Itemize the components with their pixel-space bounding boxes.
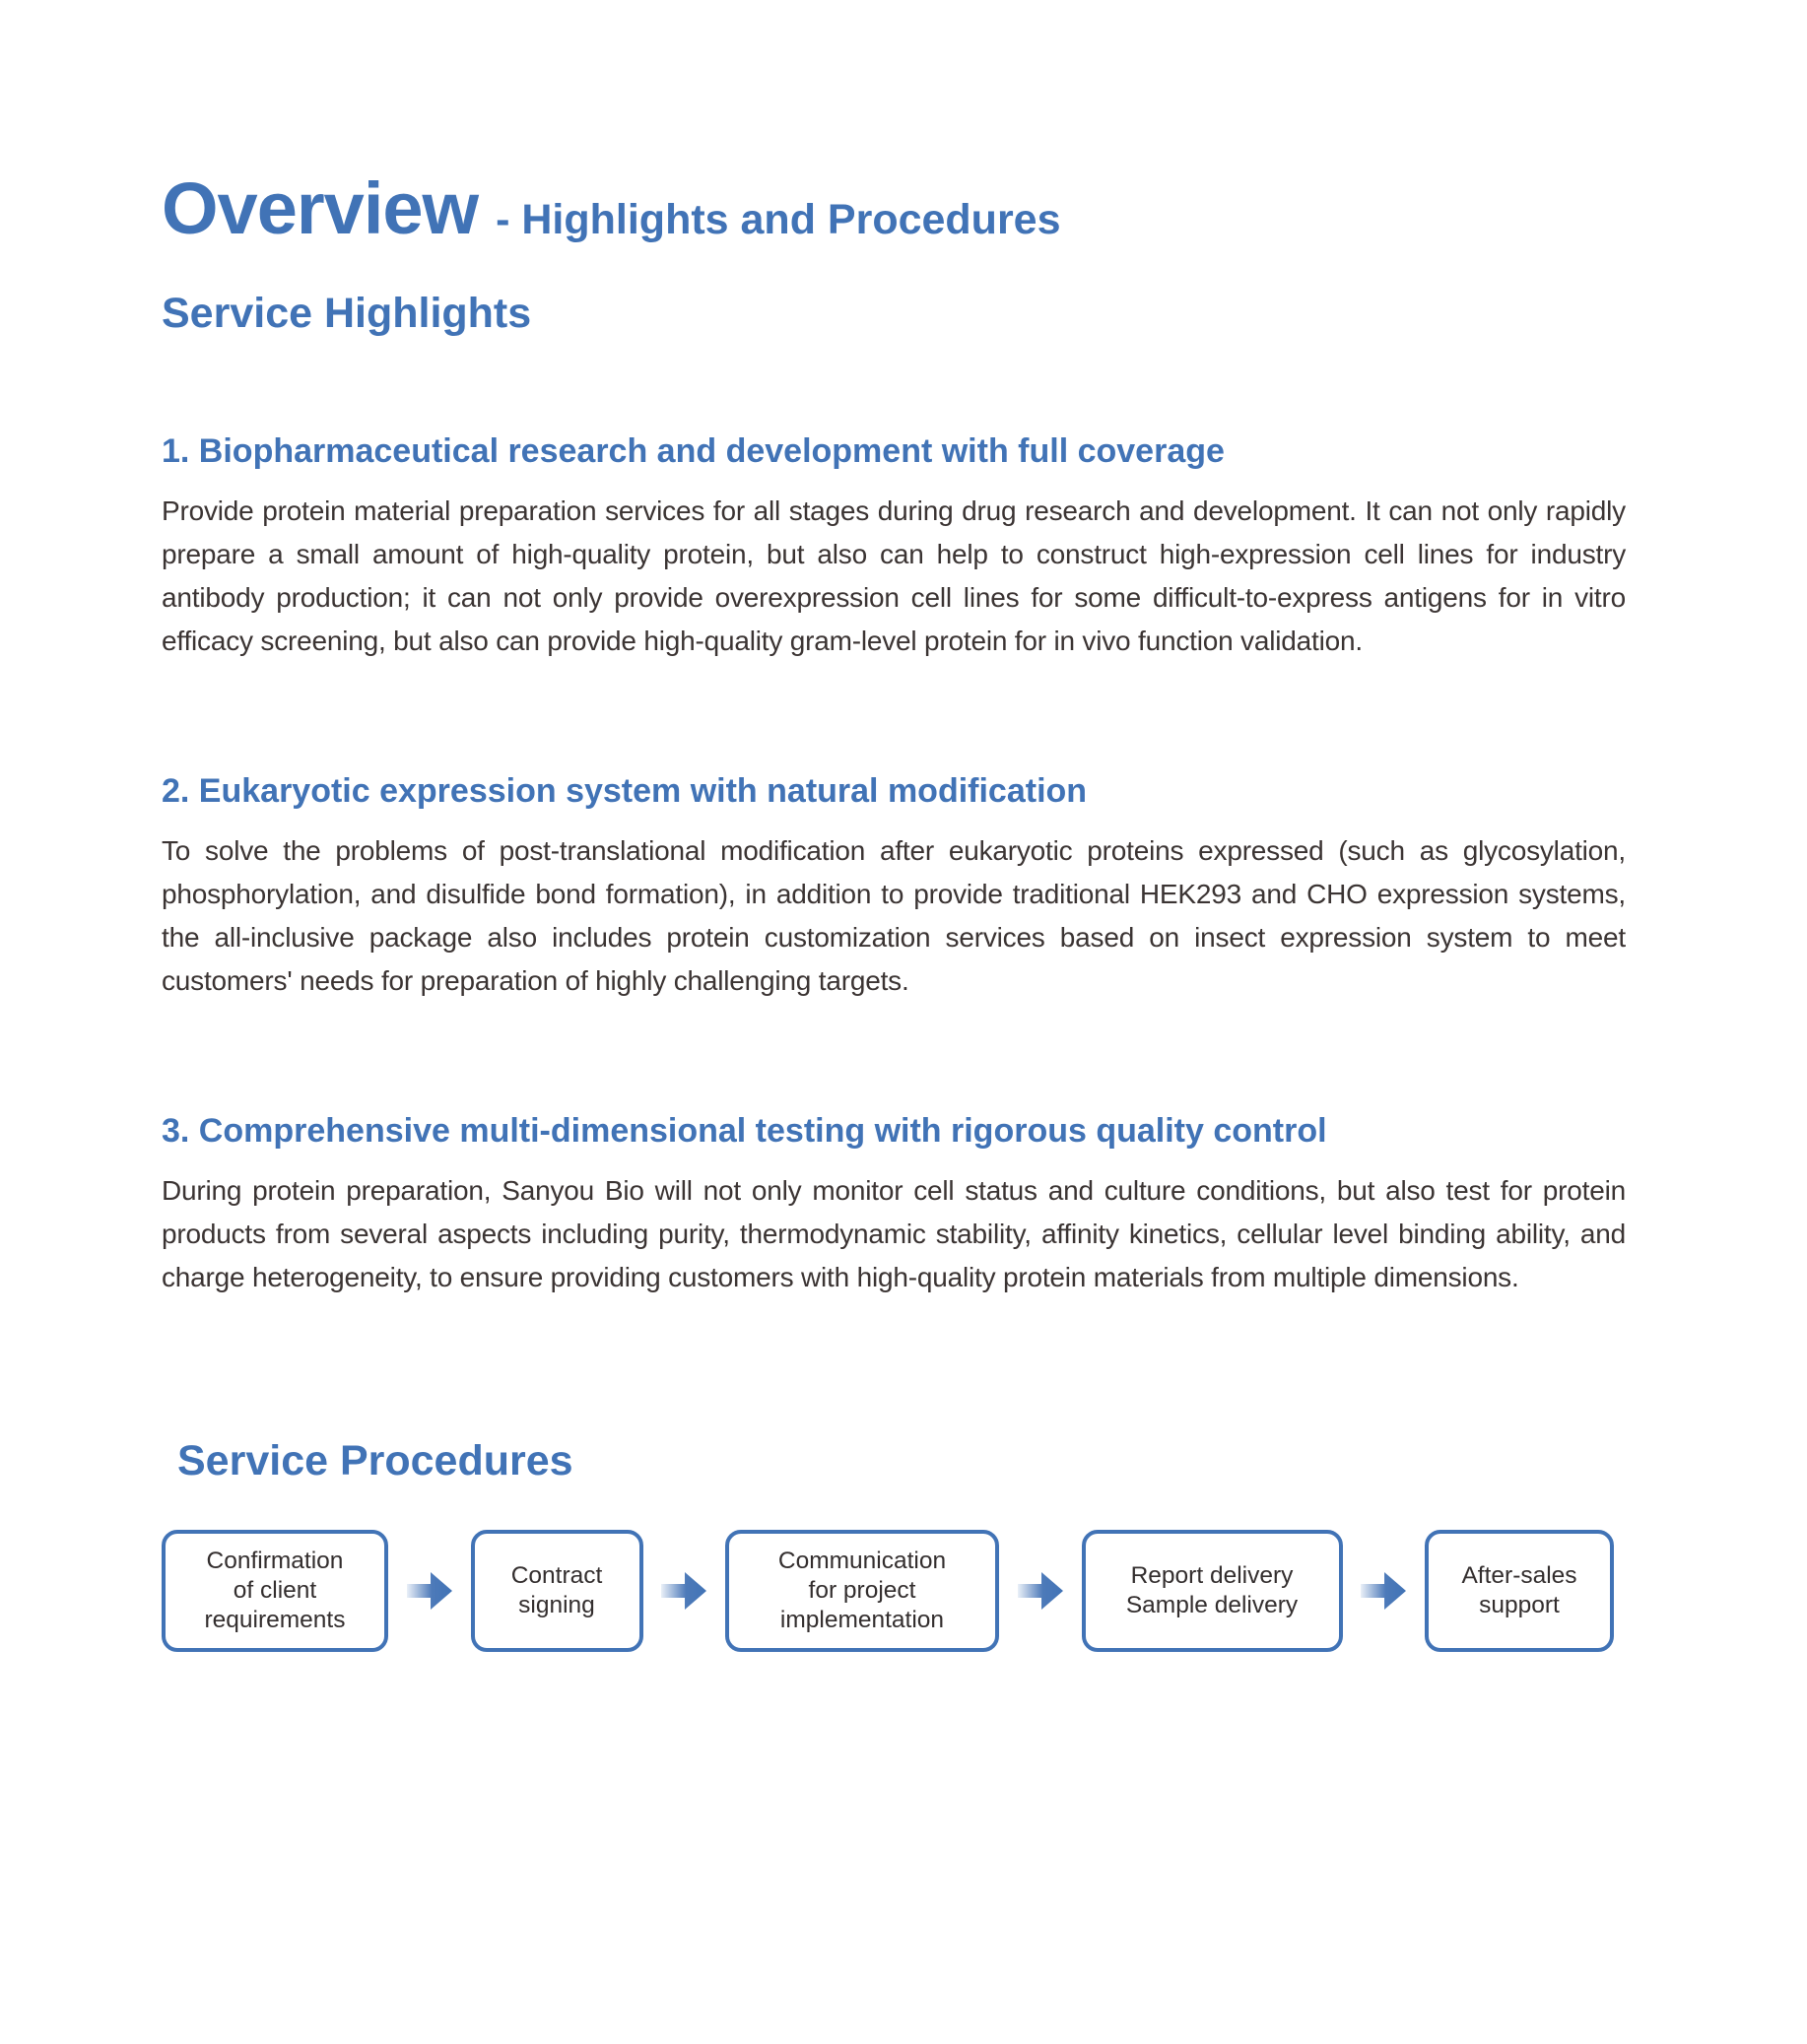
flow-step-after-sales: After-sales support bbox=[1425, 1530, 1614, 1652]
flow-step-contract: Contract signing bbox=[471, 1530, 643, 1652]
flow-arrow-icon bbox=[661, 1570, 706, 1612]
highlight-1-heading: 1. Biopharmaceutical research and development with full coverage bbox=[162, 432, 1225, 471]
highlight-1-body: Provide protein material preparation services for all stages during drug research and development. It can not only rapidly prepare a small amount of high-quality protein, but also can help to construct high-expression cell lines for industry antibody production; it can not only provide overexpression cell lines for some difficult-to-express antigens for in vitro efficacy screening, but also can provide high-quality gram-level protein for in vivo function validation. bbox=[162, 495, 1626, 657]
service-procedures-flow bbox=[162, 1530, 1614, 1652]
highlight-3-body: During protein preparation, Sanyou Bio will not only monitor cell status and culture conditions, but also test for protein products from several aspects including purity, thermodynamic stability, affinity kinetics, cellular level binding ability, and charge heterogeneity, to ensure providing customers with high-quality protein materials from multiple dimensions. bbox=[162, 1174, 1626, 1292]
highlight-2-heading: 2. Eukaryotic expression system with natural modification bbox=[162, 772, 1088, 811]
page-title: Overview bbox=[162, 167, 479, 249]
flow-arrow-icon bbox=[407, 1570, 452, 1612]
flow-step-confirmation: Confirmation of client requirements bbox=[162, 1530, 388, 1652]
flow-step-report-sample-delivery: Report delivery Sample delivery bbox=[1082, 1530, 1343, 1652]
highlight-3-heading: 3. Comprehensive multi-dimensional testing with rigorous quality control bbox=[162, 1112, 1327, 1151]
page-title-row bbox=[162, 0, 1626, 249]
highlight-2-body: To solve the problems of post-translational modification after eukaryotic proteins expressed (such as glycosylation, phosphorylation, and disulfide bond formation), in addition to provide traditional HEK293 and CHO expression systems, the all-inclusive package also includes protein customization services based on insect expression system to meet customers' needs for preparation of highly challenging targets. bbox=[162, 835, 1626, 997]
service-procedures-title: Service Procedures bbox=[177, 1436, 573, 1484]
flow-step-communication: Communication for project implementation bbox=[725, 1530, 999, 1652]
page-subtitle: - Highlights and Procedures bbox=[496, 196, 1061, 243]
flow-arrow-icon bbox=[1018, 1570, 1063, 1612]
flow-arrow-icon bbox=[1361, 1570, 1406, 1612]
service-highlights-title: Service Highlights bbox=[162, 290, 532, 337]
